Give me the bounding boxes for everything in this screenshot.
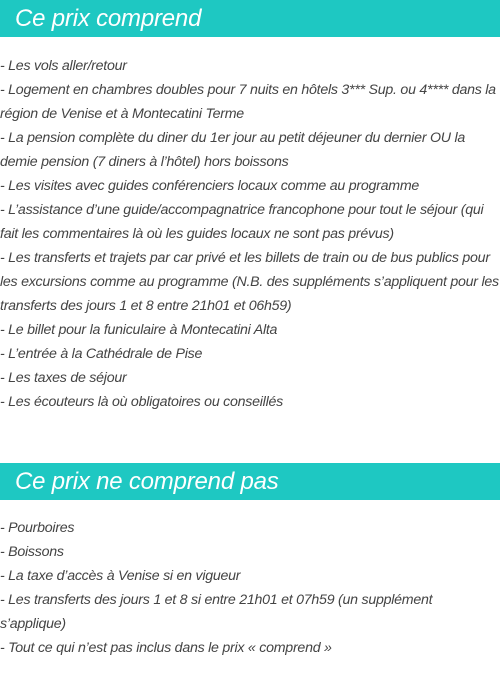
list-item: - Logement en chambres doubles pour 7 nuits en hôtels 3*** Sup. ou 4**** dans la région de Venise et à Montecatini Terme	[0, 82, 496, 122]
list-item: - Pourboires	[0, 520, 75, 536]
includes-section-title: Ce prix comprend	[0, 0, 500, 37]
list-item: - La taxe d’accès à Venise si en vigueur	[0, 568, 241, 584]
list-item: - Boissons	[0, 544, 64, 560]
list-item: - Les écouteurs là où obligatoires ou conseillés	[0, 394, 283, 410]
list-item: - Tout ce qui n’est pas inclus dans le prix « comprend »	[0, 640, 332, 656]
includes-list	[0, 54, 500, 414]
list-item: - L’assistance d’une guide/accompagnatrice francophone pour tout le séjour (qui fait les commentaires là où les guides locaux ne sont pas prévus)	[0, 202, 484, 242]
list-item: - Les taxes de séjour	[0, 370, 127, 386]
list-item: - Les transferts des jours 1 et 8 si entre 21h01 et 07h59 (un supplément s’applique)	[0, 592, 433, 632]
excludes-section-title: Ce prix ne comprend pas	[0, 463, 500, 500]
list-item: - Le billet pour la funiculaire à Montecatini Alta	[0, 322, 278, 338]
list-item: - L’entrée à la Cathédrale de Pise	[0, 346, 203, 362]
list-item: - La pension complète du diner du 1er jour au petit déjeuner du dernier OU la demie pension (7 diners à l’hôtel) hors boissons	[0, 130, 466, 170]
excludes-list	[0, 516, 500, 660]
list-item: - Les transferts et trajets par car privé et les billets de train ou de bus publics pour les excursions comme au programme (N.B. des suppléments s’appliquent pour les transferts des jours 1 et 8 entre 21h01 et 06h59)	[0, 250, 499, 314]
list-item: - Les visites avec guides conférenciers locaux comme au programme	[0, 178, 420, 194]
list-item: - Les vols aller/retour	[0, 58, 127, 74]
